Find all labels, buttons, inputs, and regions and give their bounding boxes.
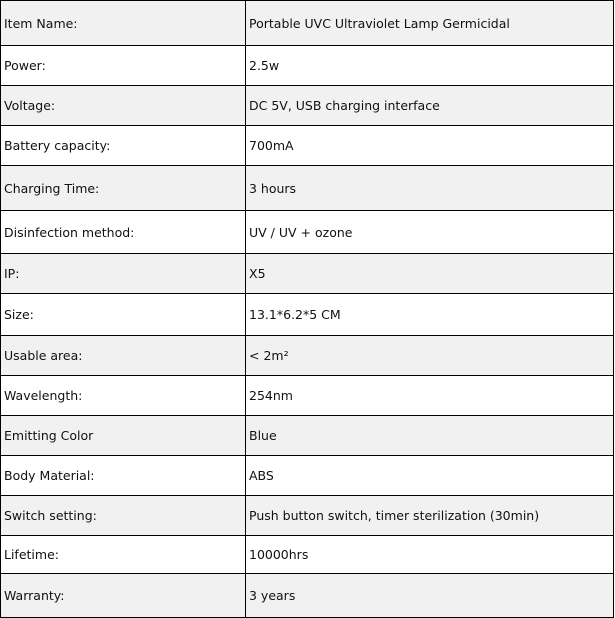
spec-label: Usable area: [1,336,246,376]
table-row [1,166,614,211]
spec-label: Battery capacity: [1,126,246,166]
table-row [1,86,614,126]
spec-label: Emitting Color [1,416,246,456]
table-row [1,254,614,294]
spec-value: UV / UV + ozone [246,211,614,254]
spec-label: Size: [1,294,246,336]
spec-label: Voltage: [1,86,246,126]
table-row [1,1,614,46]
spec-value: Push button switch, timer sterilization (30min) [246,496,614,536]
table-row [1,536,614,574]
table-row [1,574,614,618]
table-row [1,294,614,336]
spec-value: 254nm [246,376,614,416]
table-row [1,46,614,86]
table-row [1,496,614,536]
spec-value: 2.5w [246,46,614,86]
spec-label: Warranty: [1,574,246,618]
table-row [1,211,614,254]
spec-label: Switch setting: [1,496,246,536]
spec-value: < 2m² [246,336,614,376]
spec-value: ABS [246,456,614,496]
spec-label: IP: [1,254,246,294]
spec-value: Portable UVC Ultraviolet Lamp Germicidal [246,1,614,46]
spec-value: DC 5V, USB charging interface [246,86,614,126]
spec-value: 3 hours [246,166,614,211]
spec-label: Disinfection method: [1,211,246,254]
spec-value: 13.1*6.2*5 CM [246,294,614,336]
table-row [1,456,614,496]
table-row [1,416,614,456]
table-row [1,126,614,166]
spec-value: 700mA [246,126,614,166]
spec-label: Body Material: [1,456,246,496]
table-row [1,336,614,376]
spec-label: Lifetime: [1,536,246,574]
spec-value: X5 [246,254,614,294]
spec-label: Power: [1,46,246,86]
spec-value: 10000hrs [246,536,614,574]
spec-label: Wavelength: [1,376,246,416]
spec-value: 3 years [246,574,614,618]
spec-label: Item Name: [1,1,246,46]
spec-value: Blue [246,416,614,456]
table-row [1,376,614,416]
spec-label: Charging Time: [1,166,246,211]
